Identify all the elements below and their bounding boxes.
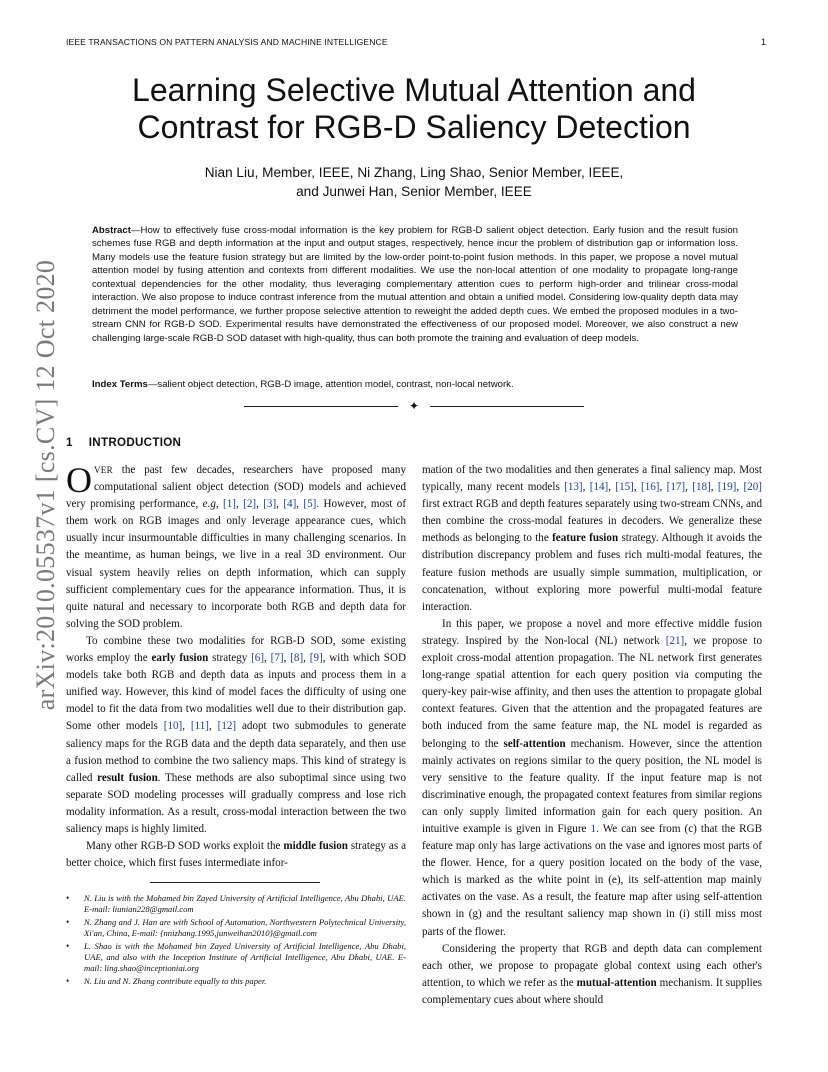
text: , xyxy=(303,652,310,665)
footnote-item: • L. Shao is with the Mohamed bin Zayed University of Artificial Intelligence, Abu Dhabi, UAE, and also with the Inception Institute of Artificial Intelligence, Abu Dhabi, UAE. E-mail: ling.shao@inceptioniai.org xyxy=(66,941,406,975)
footnote-item: • N. Zhang and J. Han are with School of Automation, Northwestern Polytechnical University, Xi'an, China, E-mail: {nnizhang.1995,junweihan2010}@gmail.com xyxy=(66,917,406,940)
citation-link[interactable]: [16] xyxy=(641,481,660,494)
citation-link[interactable]: [10] xyxy=(163,720,183,733)
index-terms-label: Index Terms xyxy=(92,379,148,390)
footnote-rule xyxy=(150,882,320,883)
text: , xyxy=(608,481,616,494)
divider-line-right xyxy=(430,406,584,407)
text: , xyxy=(235,498,244,511)
footnote-item: • N. Liu and N. Zhang contribute equally to this paper. xyxy=(66,976,406,987)
text: . These methods are also suboptimal since using two separate SOD modeling processes will gradually compress and lose rich modality information. As a result, cross-modal interaction between the two saliency maps is highly limited. xyxy=(66,771,406,835)
text: first extract RGB and depth features separately using two-stream CNNs, and then combine the cross-modal features in decoders. We generalize these methods as belonging to the xyxy=(422,498,762,545)
paragraph xyxy=(422,616,762,941)
text: , xyxy=(283,652,291,665)
citation-link[interactable]: [3] xyxy=(263,498,277,511)
bold-term: self-attention xyxy=(503,737,566,750)
text: , xyxy=(182,720,191,733)
section-title: INTRODUCTION xyxy=(88,436,182,449)
small-caps-text: VER xyxy=(94,465,113,475)
text: strategy xyxy=(208,652,252,665)
divider-diamond-icon: ✦ xyxy=(408,399,420,413)
text: Considering the property that RGB and depth data can complement each other, we propose to propagate global context using each other's attention, to which we refer as the xyxy=(422,942,762,989)
right-column xyxy=(422,462,762,1009)
author-line-1: Nian Liu, Member, IEEE, Ni Zhang, Ling Shao, Senior Member, IEEE, xyxy=(204,165,624,180)
citation-link[interactable]: [4] xyxy=(283,498,297,511)
text: , xyxy=(633,481,642,494)
text: , xyxy=(208,720,218,733)
paper-title xyxy=(100,72,728,146)
figure-link[interactable]: 1 xyxy=(590,822,597,835)
citation-link[interactable]: [21] xyxy=(665,634,685,647)
section-divider xyxy=(244,399,584,413)
text: , xyxy=(264,652,271,665)
text: mation of the two modalities and then generates a final saliency map. Most typically, many recent models xyxy=(422,464,762,494)
left-column xyxy=(66,462,406,872)
text: strategy as a better choice, which first fuses intermediate infor- xyxy=(66,840,406,870)
paper-title-line-2: Contrast for RGB-D Saliency Detection xyxy=(137,109,691,145)
author-line-2: and Junwei Han, Senior Member, IEEE xyxy=(296,184,532,199)
text: . We can see from (c) that the RGB feature map only has large activations on the vase and ignores most parts of the flower. Hence, for a query position located on the body of the vase, which is marked as the white point in (e), its self-attention map mainly activates on the vase. As a result, the feature map after using self-attention shown in (g) and the resultant saliency map shown in (i) still miss most parts of the flower. xyxy=(422,822,762,938)
citation-link[interactable]: [11] xyxy=(190,720,209,733)
drop-cap: O xyxy=(66,460,92,500)
page-number: 1 xyxy=(760,37,766,47)
citation-link[interactable]: [15] xyxy=(615,481,634,494)
running-head: IEEE TRANSACTIONS ON PATTERN ANALYSIS AND MACHINE INTELLIGENCE xyxy=(66,37,388,47)
citation-link[interactable]: [5] xyxy=(303,498,317,511)
text: , xyxy=(685,481,693,494)
citation-link[interactable]: [19] xyxy=(717,481,737,494)
text: , xyxy=(710,481,718,494)
citation-link[interactable]: [8] xyxy=(290,652,304,665)
text: To combine these two modalities for RGB-D SOD, some existing works employ the xyxy=(66,634,406,665)
text: mechanism. However, since the attention mainly activates on regions similar to the query position, the NL model is very sensitive to the feature quality. If the input feature map is not discriminative enough, the propagated context features from similar regions can only supply limited information gain for each query position. An intuitive example is given in Figure xyxy=(422,737,762,835)
section-number: 1 xyxy=(66,436,73,449)
bold-term: feature fusion xyxy=(552,532,619,545)
citation-link[interactable]: [12] xyxy=(217,720,237,733)
text: adopt two submodules to generate saliency maps for the RGB data and the depth data separately, and then use a fusion method to combine the two saliency maps. This kind of strategy is called xyxy=(66,720,406,784)
footnotes xyxy=(66,893,406,988)
text: mechanism. It supplies complementary cues about where should xyxy=(422,976,763,1006)
index-terms-text: —salient object detection, RGB-D image, attention model, contrast, non-local network. xyxy=(147,379,514,390)
section-heading xyxy=(66,436,181,449)
author-list xyxy=(100,163,728,201)
abstract-text: —How to effectively fuse cross-modal information is the key problem for RGB-D salient object detection. Early fusion and the result fusion schemes fuse RGB and depth information at the input and output stages, respectively, hence incur the problem of distribution gap or information loss. Many models use the feature fusion strategy but are limited by the low-order point-to-point fusion methods. In this paper, we propose a novel mutual attention model by fusing attention and contexts from different modalities. We use the non-local attention of one modality to propagate long-range contextual dependencies for the other modality, thus leveraging complementary attention cues to perform high-order and trilinear cross-modal interaction. We also propose to induce contrast inference from the mutual attention and obtain a unified model. Considering low-quality depth data may detriment the model performance, we further propose selective attention to reweight the added depth cues. We embed the proposed modules in a two-stream CNN for RGB-D SOD. Experimental results have demonstrated the effectiveness of our proposed model. Moreover, we also construct a new challenging large-scale RGB-D SOD dataset with high-quality, thus can both promote the training and evaluation of deep models. xyxy=(92,225,738,344)
text: , with which SOD models take both RGB and depth data as inputs and process them in a unified way. However, this kind of model faces the difficulty of using one model to fit the data from two modalities well due to their distribution gap. Some other models xyxy=(66,652,406,733)
paragraph xyxy=(422,941,762,1009)
text: , xyxy=(582,481,590,494)
citation-link[interactable]: [9] xyxy=(309,652,323,665)
paragraph xyxy=(422,462,762,616)
paragraph xyxy=(66,462,406,633)
citation-link[interactable]: [7] xyxy=(270,652,284,665)
text: , xyxy=(276,498,284,511)
text: , xyxy=(659,481,667,494)
text: , xyxy=(256,498,264,511)
index-terms xyxy=(92,378,738,391)
abstract-label: Abstract xyxy=(92,225,131,236)
citation-link[interactable]: [18] xyxy=(692,481,711,494)
bold-term: middle fusion xyxy=(283,840,348,853)
paragraph xyxy=(66,838,406,872)
bold-term: result fusion xyxy=(97,771,158,784)
citation-link[interactable]: [17] xyxy=(666,481,686,494)
paragraph xyxy=(66,633,406,838)
paper-title-line-1: Learning Selective Mutual Attention and xyxy=(132,72,696,108)
abstract xyxy=(92,224,738,345)
text: e.g xyxy=(202,498,216,511)
text: strategy. Although it avoids the distribution discrepancy problem and fuses rich multi-modal features, the feature fusion methods are usually simple summation, multiplication, or concatenation, without exploring more powerful multi-modal feature interaction. xyxy=(422,532,762,613)
text: Many other RGB-D SOD works exploit the xyxy=(86,840,284,853)
text: , xyxy=(296,498,304,511)
citation-link[interactable]: [20] xyxy=(743,481,762,494)
text: , xyxy=(736,481,744,494)
text: , we propose to exploit cross-modal attention propagation. The NL network first generates long-range spatial attention for each query position via computing the query-key pair-wise affinity, and then uses the attention to propagate global context features. Given that the attention and the propagated features are both induced from the same feature map, the NL model is regarded as belonging to the xyxy=(422,634,762,750)
citation-link[interactable]: [6] xyxy=(251,652,265,665)
text: the past few decades, researchers have proposed many computational salient object detection (SOD) models and achieved very promising performance, xyxy=(66,464,406,511)
citation-link[interactable]: [14] xyxy=(589,481,609,494)
text: In this paper, we propose a novel and more effective middle fusion strategy. Inspired by the Non-local (NL) network xyxy=(422,617,762,647)
arxiv-stamp-text: arXiv:2010.05537v1 [cs.CV] 12 Oct 2020 xyxy=(31,259,60,711)
footnote-item: • N. Liu is with the Mohamed bin Zayed University of Artificial Intelligence, Abu Dhabi, UAE. E-mail: liunian228@gmail.com xyxy=(66,893,406,916)
bold-term: mutual-attention xyxy=(576,976,657,989)
bold-term: early fusion xyxy=(151,652,209,665)
citation-link[interactable]: [13] xyxy=(564,481,583,494)
divider-line-left xyxy=(244,406,398,407)
citation-link[interactable]: [1] xyxy=(223,498,236,511)
citation-link[interactable]: [2] xyxy=(243,498,257,511)
text: , xyxy=(215,498,224,511)
arxiv-stamp xyxy=(22,259,70,711)
text: . However, most of them work on RGB images and only leverage appearance cues, which usually incur insurmountable difficulties in many challenging scenarios. In the meantime, as human beings, we live in a real 3D environment. Our visual system heavily relies on depth information, which can supply sufficient complementary cues for the appearance information. Thus, it is quite natural and necessary to incorporate both RGB and depth data for solving the SOD problem. xyxy=(66,498,407,630)
